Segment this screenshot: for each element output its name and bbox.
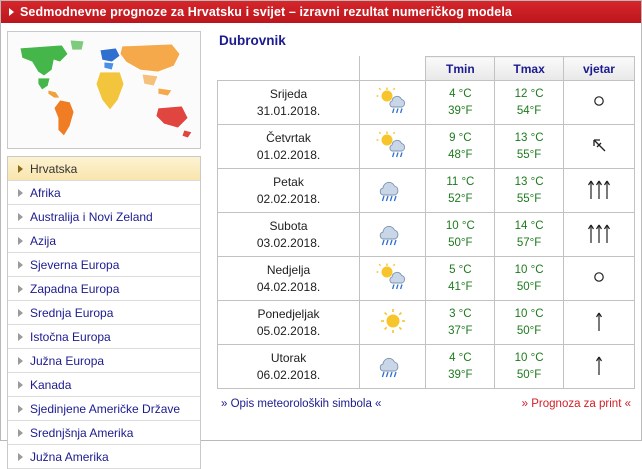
- rain-cloud-icon: [376, 219, 410, 247]
- table-row: [218, 125, 635, 169]
- forecast-table: [217, 56, 635, 389]
- cell-tmax: [495, 213, 564, 257]
- cell-symbol: [360, 257, 426, 301]
- day-date: 04.02.2018.: [256, 279, 321, 294]
- cell-wind: [563, 213, 634, 257]
- cell-day: [218, 81, 360, 125]
- triangle-right-icon: [18, 405, 23, 413]
- tmin-fahrenheit: 50°F: [448, 236, 473, 249]
- cell-tmax: [495, 81, 564, 125]
- cell-tmax: [495, 125, 564, 169]
- page-title: Dubrovnik: [219, 33, 286, 48]
- tmin-fahrenheit: 37°F: [448, 324, 473, 337]
- sidebar-item-srednja-europa[interactable]: Srednja Europa: [8, 301, 200, 325]
- cell-wind: [563, 345, 634, 389]
- footer-links: [217, 389, 635, 410]
- sidebar-item-zapadna-europa[interactable]: Zapadna Europa: [8, 277, 200, 301]
- tmax-fahrenheit: 50°F: [516, 280, 542, 293]
- cell-tmin: [426, 169, 495, 213]
- cell-wind: [563, 81, 634, 125]
- rain-cloud-icon: [376, 351, 410, 379]
- triangle-right-icon: [18, 285, 23, 293]
- th-symbol: [360, 57, 426, 81]
- triangle-right-icon: [18, 381, 23, 389]
- tmin-celsius: 3 °C: [449, 307, 472, 320]
- tmax-celsius: 12 °C: [514, 87, 544, 100]
- rain-cloud-icon: [376, 175, 410, 203]
- cell-symbol: [360, 169, 426, 213]
- day-date: 31.01.2018.: [256, 103, 321, 118]
- triangle-right-icon: [9, 8, 14, 16]
- tmin-celsius: 9 °C: [449, 131, 472, 144]
- tmax-fahrenheit: 55°F: [516, 148, 542, 161]
- wind-arrow-up-icon: [588, 366, 610, 380]
- table-row: [218, 213, 635, 257]
- cell-symbol: [360, 125, 426, 169]
- sidebar-item-afrika[interactable]: Afrika: [8, 181, 200, 205]
- th-day: [218, 57, 360, 81]
- tmin-fahrenheit: 39°F: [448, 368, 473, 381]
- cell-wind: [563, 125, 634, 169]
- cell-tmax: [495, 345, 564, 389]
- tmin-fahrenheit: 39°F: [448, 104, 473, 117]
- sidebar-item-azija[interactable]: Azija: [8, 229, 200, 253]
- cell-wind: [563, 169, 634, 213]
- day-name: Subota: [269, 219, 308, 234]
- day-name: Ponedjeljak: [257, 307, 320, 322]
- day-name: Nedjelja: [266, 263, 311, 278]
- wind-arrow-up-icon: [588, 322, 610, 336]
- tmax-fahrenheit: 55°F: [516, 192, 542, 205]
- sidebar-item-australija-i-novi-zeland[interactable]: Australija i Novi Zeland: [8, 205, 200, 229]
- tmin-fahrenheit: 52°F: [448, 192, 473, 205]
- region-list: [7, 156, 201, 469]
- calm-circle-icon: [588, 101, 610, 115]
- sidebar-item-srednjisnja-amerika[interactable]: Srednjšnja Amerika: [8, 421, 200, 445]
- triangle-right-icon: [18, 213, 23, 221]
- wind-arrows-up-triple-icon: [582, 234, 616, 248]
- tmin-celsius: 4 °C: [449, 351, 472, 364]
- cell-tmax: [495, 169, 564, 213]
- tmin-fahrenheit: 41°F: [448, 280, 473, 293]
- sidebar-item-hrvatska[interactable]: Hrvatska: [8, 157, 200, 181]
- sidebar-item-kanada[interactable]: Kanada: [8, 373, 200, 397]
- cell-day: [218, 345, 360, 389]
- triangle-right-icon: [18, 189, 23, 197]
- tmax-celsius: 14 °C: [514, 219, 544, 232]
- tmax-fahrenheit: 54°F: [516, 104, 542, 117]
- tmax-fahrenheit: 50°F: [516, 324, 542, 337]
- sidebar-item-istocna-europa[interactable]: Istočna Europa: [8, 325, 200, 349]
- tmax-celsius: 13 °C: [514, 131, 544, 144]
- cell-day: [218, 125, 360, 169]
- sidebar-item-juzna-europa[interactable]: Južna Europa: [8, 349, 200, 373]
- cell-day: [218, 301, 360, 345]
- cell-symbol: [360, 213, 426, 257]
- tmax-fahrenheit: 50°F: [516, 368, 542, 381]
- day-date: 03.02.2018.: [256, 235, 321, 250]
- day-date: 02.02.2018.: [256, 191, 321, 206]
- sun-rain-icon: [376, 131, 410, 159]
- day-date: 05.02.2018.: [256, 323, 321, 338]
- tmax-celsius: 10 °C: [514, 263, 544, 276]
- tmin-celsius: 4 °C: [449, 87, 472, 100]
- triangle-right-icon: [18, 237, 23, 245]
- sidebar-item-sjeverna-europa[interactable]: Sjeverna Europa: [8, 253, 200, 277]
- world-map-image[interactable]: [7, 31, 201, 149]
- cell-symbol: [360, 301, 426, 345]
- tmin-celsius: 10 °C: [445, 219, 475, 232]
- cell-tmin: [426, 213, 495, 257]
- triangle-right-icon: [18, 357, 23, 365]
- day-name: Srijeda: [269, 87, 308, 102]
- sidebar-item-sjedinjene-americke-drzave[interactable]: Sjedinjene Američke Države: [8, 397, 200, 421]
- forecast-panel: [203, 31, 635, 469]
- tmax-fahrenheit: 57°F: [516, 236, 542, 249]
- tmin-celsius: 5 °C: [449, 263, 472, 276]
- tmax-celsius: 13 °C: [514, 175, 544, 188]
- day-name: Utorak: [270, 351, 307, 366]
- tmin-fahrenheit: 48°F: [448, 148, 473, 161]
- cell-tmax: [495, 257, 564, 301]
- sun-rain-icon: [376, 263, 410, 291]
- tmax-celsius: 10 °C: [514, 351, 544, 364]
- content-area: [1, 23, 641, 469]
- wind-arrows-up-triple-icon: [582, 190, 616, 204]
- table-row: [218, 345, 635, 389]
- print-forecast-link[interactable]: » Prognoza za print «: [521, 398, 631, 410]
- table-row: [218, 257, 635, 301]
- triangle-right-icon: [18, 333, 23, 341]
- th-tmax: Tmax: [495, 57, 564, 81]
- sidebar-item-juzna-amerika[interactable]: Južna Amerika: [8, 445, 200, 469]
- cell-tmin: [426, 257, 495, 301]
- calm-circle-icon: [588, 277, 610, 291]
- table-row: [218, 301, 635, 345]
- cell-tmin: [426, 301, 495, 345]
- table-row: [218, 81, 635, 125]
- sidebar: [7, 31, 203, 469]
- cell-tmax: [495, 301, 564, 345]
- day-name: Četvrtak: [266, 131, 311, 146]
- triangle-right-icon: [18, 453, 23, 461]
- table-header-row: [218, 57, 635, 81]
- triangle-right-icon: [18, 261, 23, 269]
- cell-tmin: [426, 125, 495, 169]
- window-title: Sedmodnevne prognoze za Hrvatsku i svijet – izravni rezultat numeričkog modela: [20, 5, 512, 19]
- cell-tmin: [426, 345, 495, 389]
- cell-day: [218, 169, 360, 213]
- window-titlebar: [1, 1, 641, 23]
- sun-icon: [376, 307, 410, 335]
- cell-symbol: [360, 345, 426, 389]
- th-tmin: Tmin: [426, 57, 495, 81]
- table-row: [218, 169, 635, 213]
- cell-wind: [563, 257, 634, 301]
- day-date: 01.02.2018.: [256, 147, 321, 162]
- cell-tmin: [426, 81, 495, 125]
- triangle-right-icon: [18, 309, 23, 317]
- th-wind: vjetar: [563, 57, 634, 81]
- tmin-celsius: 11 °C: [446, 175, 475, 188]
- day-date: 06.02.2018.: [256, 367, 321, 382]
- symbols-description-link[interactable]: » Opis meteoroloških simbola «: [221, 398, 382, 410]
- day-name: Petak: [273, 175, 304, 190]
- triangle-right-icon: [18, 165, 23, 173]
- cell-wind: [563, 301, 634, 345]
- triangle-right-icon: [18, 429, 23, 437]
- cell-day: [218, 257, 360, 301]
- sun-rain-icon: [376, 87, 410, 115]
- wind-arrow-nw-icon: [587, 146, 611, 160]
- cell-symbol: [360, 81, 426, 125]
- cell-day: [218, 213, 360, 257]
- tmax-celsius: 10 °C: [514, 307, 544, 320]
